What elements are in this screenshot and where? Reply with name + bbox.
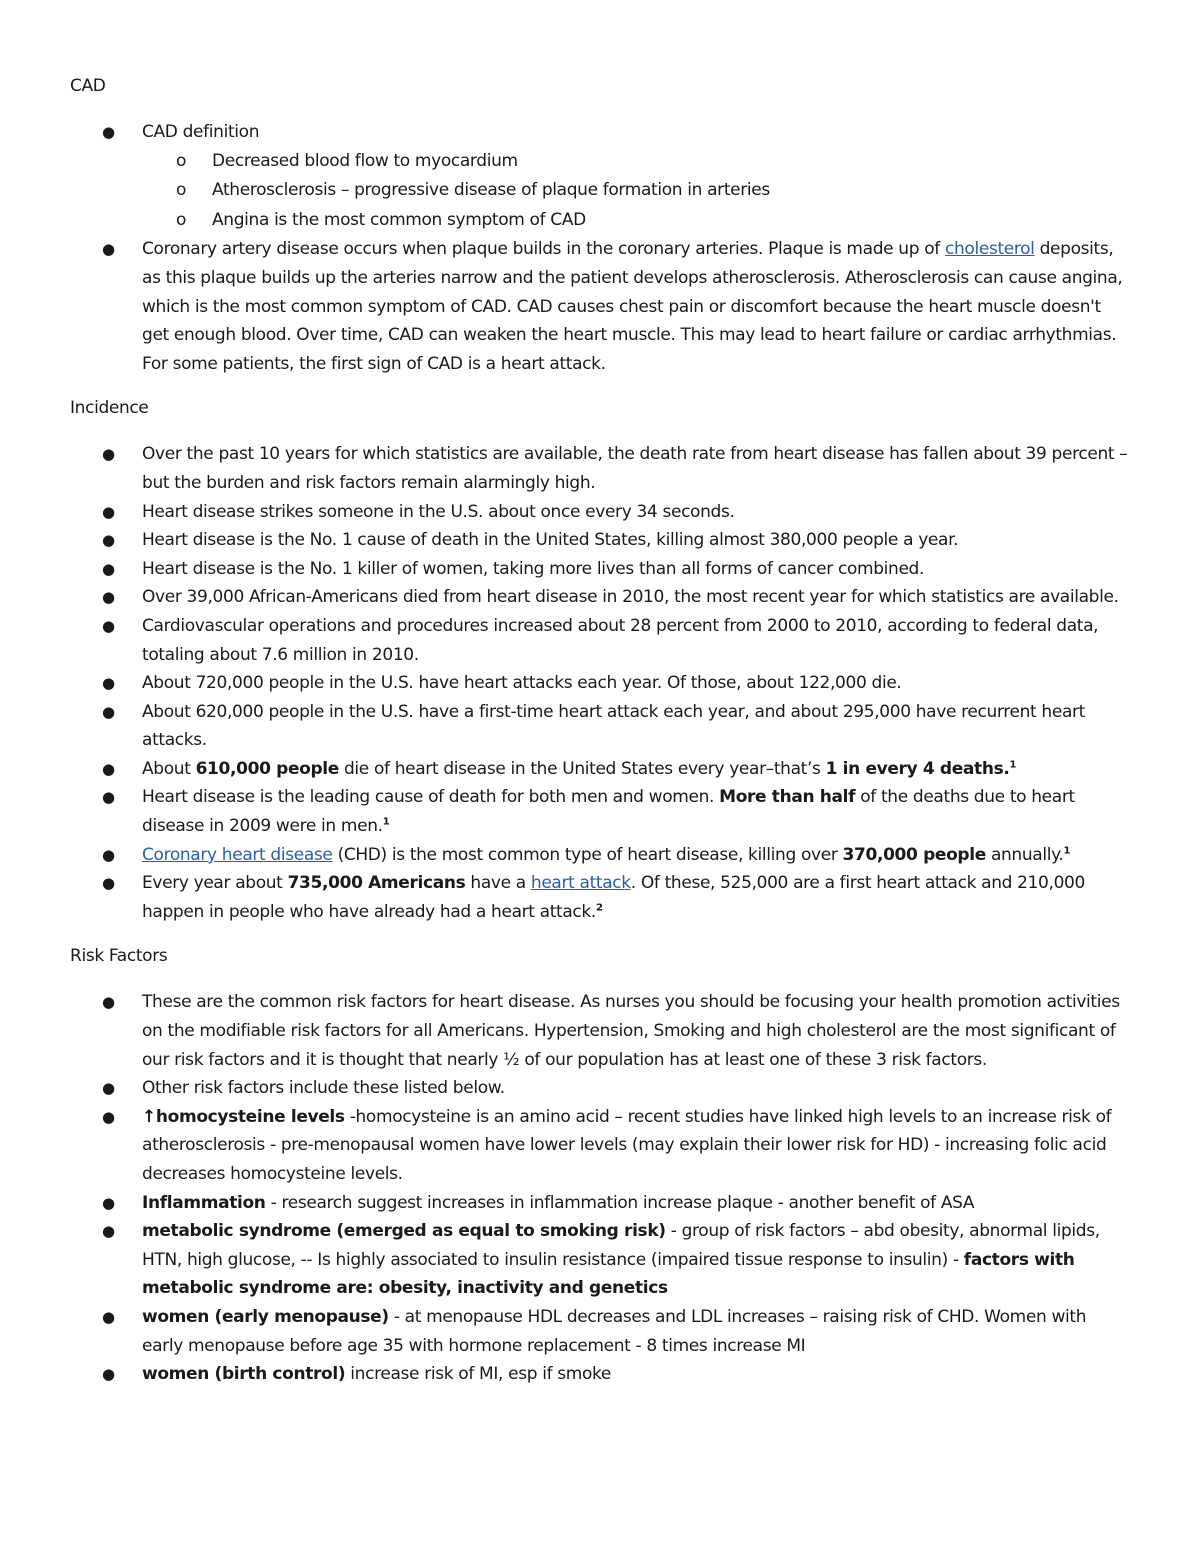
list-item: ● About 620,000 people in the U.S. have a first-time heart attack each year, and about 295,000 have recurrent heart attacks. (70, 698, 1130, 755)
bullet-icon: ● (102, 123, 115, 141)
list-item: ● Coronary heart disease (CHD) is the most common type of heart disease, killing over 370,000 people annually.$^1$ (70, 841, 1130, 870)
sub-list-item: o Atherosclerosis – progressive disease of plaque formation in arteries (142, 176, 1130, 206)
up-arrow-icon: ↑ (142, 1106, 156, 1127)
bullet-icon: ● (102, 702, 115, 721)
sub-list-item: o Decreased blood flow to myocardium (142, 147, 1130, 177)
bullet-icon: ● (102, 616, 115, 635)
list-item: ● Inflammation - research suggest increases in inflammation increase plaque - another benefit of ASA (70, 1189, 1130, 1218)
bullet-icon: ● (102, 1222, 115, 1241)
list-item: ● CAD definition o Decreased blood flow to myocardium o Atherosclerosis – progressive disease of plaque formation in arteries o Angina is the most common symptom of CAD (70, 118, 1130, 235)
bullet-icon: ● (102, 1079, 115, 1098)
circle-bullet-icon: o (176, 180, 187, 201)
bullet-icon: ● (102, 1107, 115, 1126)
list-item: ● Heart disease is the leading cause of death for both men and women. More than half of the deaths due to heart disease in 2009 were in men.$^1$ (70, 783, 1130, 840)
bullet-icon: ● (102, 993, 115, 1012)
bullet-icon: ● (102, 674, 115, 693)
list-item: ● Heart disease is the No. 1 killer of women, taking more lives than all forms of cancer combined. (70, 555, 1130, 584)
bullet-icon: ● (102, 845, 115, 864)
list-item: ● Other risk factors include these listed below. (70, 1074, 1130, 1103)
footnote-ref: 2 (595, 902, 603, 914)
list-item: ● Over the past 10 years for which statistics are available, the death rate from heart disease has fallen about 39 percent – but the burden and risk factors remain alarmingly high. (70, 440, 1130, 497)
bullet-icon: ● (102, 874, 115, 893)
bullet-icon: ● (102, 788, 115, 807)
circle-bullet-icon: o (176, 150, 187, 171)
risk-factors-list (70, 988, 1130, 1388)
list-item: ● Heart disease is the No. 1 cause of death in the United States, killing almost 380,000 people a year. (70, 526, 1130, 555)
bullet-icon: ● (102, 1307, 115, 1326)
bullet-icon: ● (102, 588, 115, 607)
list-item: ● About 610,000 people die of heart disease in the United States every year–that’s 1 in every 4 deaths.$^1$ (70, 755, 1130, 784)
bullet-icon: ● (102, 445, 115, 464)
list-item: ● women (early menopause) - at menopause HDL decreases and LDL increases – raising risk of CHD. Women with early menopause before age 35 with hormone replacement - 8 times increase MI (70, 1303, 1130, 1360)
footnote-ref: 1 (1009, 759, 1017, 771)
list-item: ● These are the common risk factors for heart disease. As nurses you should be focusing your health promotion activities on the modifiable risk factors for all Americans. Hypertension, Smoking and high cholesterol are the most significant of our risk factors and it is thought that nearly ½ of our population has at least one of these 3 risk factors. (70, 988, 1130, 1074)
bullet-icon: ● (102, 559, 115, 578)
list-item: ● Cardiovascular operations and procedures increased about 28 percent from 2000 to 2010, according to federal data, totaling about 7.6 million in 2010. (70, 612, 1130, 669)
circle-bullet-icon: o (176, 209, 187, 230)
sub-list-item: o Angina is the most common symptom of CAD (142, 206, 1130, 236)
cad-list (70, 118, 1130, 378)
footnote-ref: 1 (382, 816, 390, 828)
list-item: ● Heart disease strikes someone in the U.S. about once every 34 seconds. (70, 498, 1130, 527)
cholesterol-link[interactable]: cholesterol (944, 239, 1035, 260)
cad-sublist (142, 147, 1130, 236)
list-item: ● metabolic syndrome (emerged as equal to smoking risk) - group of risk factors – abd obesity, abnormal lipids, HTN, high glucose, -- Is highly associated to insulin resistance (impaired tissue response to insulin) - factors with metabolic syndrome are: obesity, inactivity and genetics (70, 1217, 1130, 1303)
list-item: ● About 720,000 people in the U.S. have heart attacks each year. Of those, about 122,000 die. (70, 669, 1130, 698)
list-item: ● Every year about 735,000 Americans have a heart attack. Of these, 525,000 are a first heart attack and 210,000 happen in people who have already had a heart attack.$^2$ (70, 869, 1130, 926)
bullet-icon: ● (102, 759, 115, 778)
section-heading-risk-factors: Risk Factors (70, 946, 168, 967)
footnote-ref: 1 (1063, 845, 1071, 856)
section-heading-incidence: Incidence (70, 398, 149, 419)
coronary-heart-disease-link[interactable]: Coronary heart disease (142, 844, 333, 865)
bullet-icon: ● (102, 240, 115, 259)
heart-attack-link[interactable]: heart attack (530, 873, 631, 894)
incidence-list (70, 440, 1130, 926)
list-item: ● ↑homocysteine levels -homocysteine is an amino acid – recent studies have linked high levels to an increase risk of atherosclerosis - pre-menopausal women have lower levels (may explain their lower risk for HD) - increasing folic acid decreases homocysteine levels. (70, 1103, 1130, 1189)
bullet-icon: ● (102, 1193, 115, 1212)
section-heading-cad: CAD (70, 76, 106, 96)
bullet-icon: ● (102, 1365, 115, 1384)
bullet-icon: ● (102, 531, 115, 550)
list-item: ● Coronary artery disease occurs when plaque builds in the coronary arteries. Plaque is made up of cholesterol deposits, as this plaque builds up the arteries narrow and the patient develops atherosclerosis. Atherosclerosis can cause angina, which is the most common symptom of CAD. CAD causes chest pain or discomfort because the heart muscle doesn't get enough blood. Over time, CAD can weaken the heart muscle. This may lead to heart failure or cardiac arrhythmias. For some patients, the first sign of CAD is a heart attack. (70, 235, 1130, 378)
list-item: ● women (birth control) increase risk of MI, esp if smoke (70, 1360, 1130, 1389)
bullet-icon: ● (102, 502, 115, 521)
list-item: ● Over 39,000 African-Americans died from heart disease in 2010, the most recent year for which statistics are available. (70, 583, 1130, 612)
